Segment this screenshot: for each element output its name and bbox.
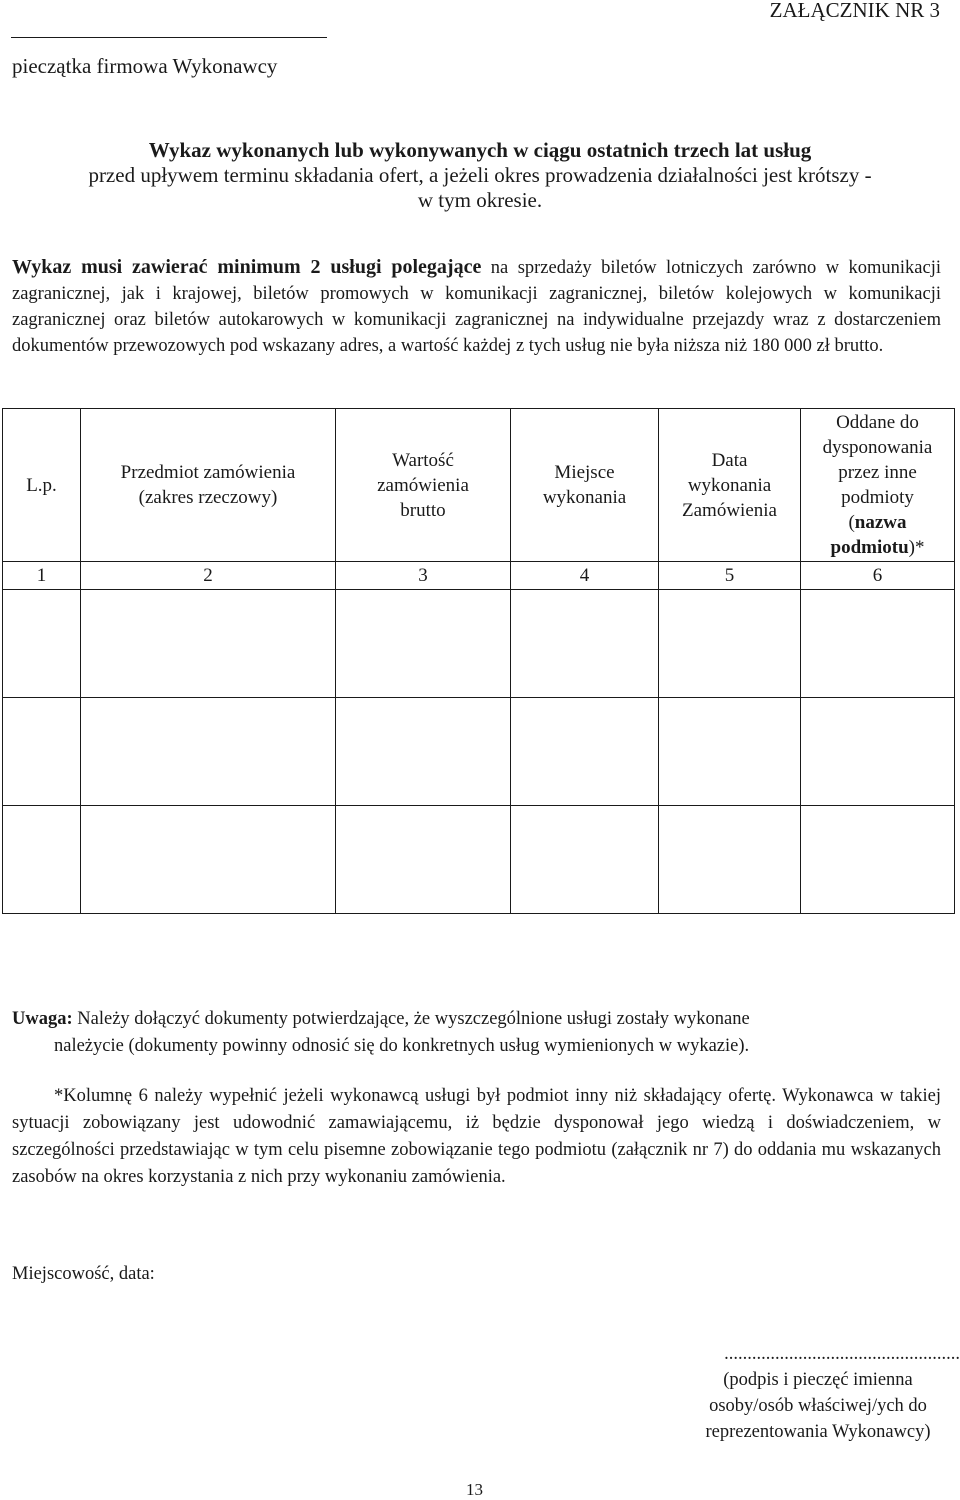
note-text-2: należycie (dokumenty powinny odnosić się do konkretnych usług wymienionych w wykazie). [54, 1036, 750, 1056]
column-number: 6 [801, 562, 955, 590]
table-cell[interactable] [511, 806, 659, 914]
table-row [3, 698, 955, 806]
header-value: Wartość zamówienia brutto [336, 409, 511, 562]
stamp-line [11, 37, 327, 38]
column-number-row [3, 562, 955, 590]
column-number: 2 [81, 562, 336, 590]
annex-label: ZAŁĄCZNIK NR 3 [769, 0, 940, 22]
header-place: Miejsce wykonania [511, 409, 659, 562]
table-row [3, 806, 955, 914]
signature-dots: ................................................... [724, 1344, 960, 1364]
column-number: 1 [3, 562, 81, 590]
table-cell[interactable] [3, 590, 81, 698]
stamp-label: pieczątka firmowa Wykonawcy [12, 54, 278, 78]
note-uwaga [12, 1006, 941, 1060]
signature-line-2: osoby/osób właściwej/ych do [709, 1396, 927, 1416]
place-date-label: Miejscowość, data: [12, 1264, 155, 1284]
column-number: 4 [511, 562, 659, 590]
header-subject: Przedmiot zamówienia (zakres rzeczowy) [81, 409, 336, 562]
table-cell[interactable] [81, 806, 336, 914]
signature-block [676, 1341, 960, 1445]
header-lp: L.p. [3, 409, 81, 562]
note-column-6: *Kolumnę 6 należy wypełnić jeżeli wykonawcą usługi był podmiot inny niż składający ofertę. Wykonawca w takiej sytuacji zobowiązany jest udowodnić zamawiającemu, iż będzie dysponował jego wiedzą i doświadczeniem, w szczególności przedstawiając w tym celu pisemne zobowiązanie tego podmiotu (załącznik nr 7) do oddania mu wskazanych zasobów na okres korzystania z nich przy wykonaniu zamówienia. [12, 1086, 941, 1187]
column-number: 5 [659, 562, 801, 590]
table-cell[interactable] [336, 806, 511, 914]
note-text-1: Należy dołączyć dokumenty potwierdzające, że wyszczególnione usługi zostały wykonane [72, 1009, 750, 1029]
intro-text: na sprzedaży biletów lotniczych zarówno w komunikacji zagranicznej, jak i krajowej, biletów promowych w komunikacji zagranicznej, biletów kolejowych w komunikacji zagranicznej oraz biletów autokarowych w komunikacji zagranicznej na indywidualne przejazdy wraz z dostarczeniem dokumentów przewozowych pod wskazany adres, a wartość każdej z tych usług nie była niższa niż 180 000 zł brutto. [12, 258, 942, 356]
note-label: Uwaga: [12, 1009, 73, 1029]
table-cell[interactable] [659, 806, 801, 914]
header-date: Data wykonania Zamówienia [659, 409, 801, 562]
table-cell[interactable] [801, 698, 955, 806]
column-number: 3 [336, 562, 511, 590]
table-cell[interactable] [336, 590, 511, 698]
table-cell[interactable] [3, 806, 81, 914]
title-line-3: w tym okresie. [417, 188, 543, 212]
table-cell[interactable] [81, 590, 336, 698]
table-cell[interactable] [3, 698, 81, 806]
signature-line-3: reprezentowania Wykonawcy) [705, 1422, 931, 1442]
intro-paragraph [12, 254, 941, 359]
table-row [3, 590, 955, 698]
intro-bold: Wykaz musi zawierać minimum 2 usługi polegające [12, 256, 482, 278]
table-cell[interactable] [801, 806, 955, 914]
table-cell[interactable] [511, 590, 659, 698]
services-table [2, 408, 955, 914]
table-cell[interactable] [659, 590, 801, 698]
table-cell[interactable] [81, 698, 336, 806]
signature-line-1: (podpis i pieczęć imienna [723, 1370, 913, 1390]
title-line-2: przed upływem terminu składania ofert, a jeżeli okres prowadzenia działalności jest krótszy - [88, 163, 872, 187]
header-other-entities: Oddane do dysponowania przez inne podmioty (nazwa podmiotu)* [801, 409, 955, 562]
table-cell[interactable] [336, 698, 511, 806]
document-title [0, 138, 960, 213]
page-number: 13 [466, 1480, 483, 1499]
table-cell[interactable] [511, 698, 659, 806]
title-line-1: Wykaz wykonanych lub wykonywanych w ciągu ostatnich trzech lat usług [148, 138, 812, 162]
table-cell[interactable] [659, 698, 801, 806]
table-header-row [3, 409, 955, 562]
table-cell[interactable] [801, 590, 955, 698]
